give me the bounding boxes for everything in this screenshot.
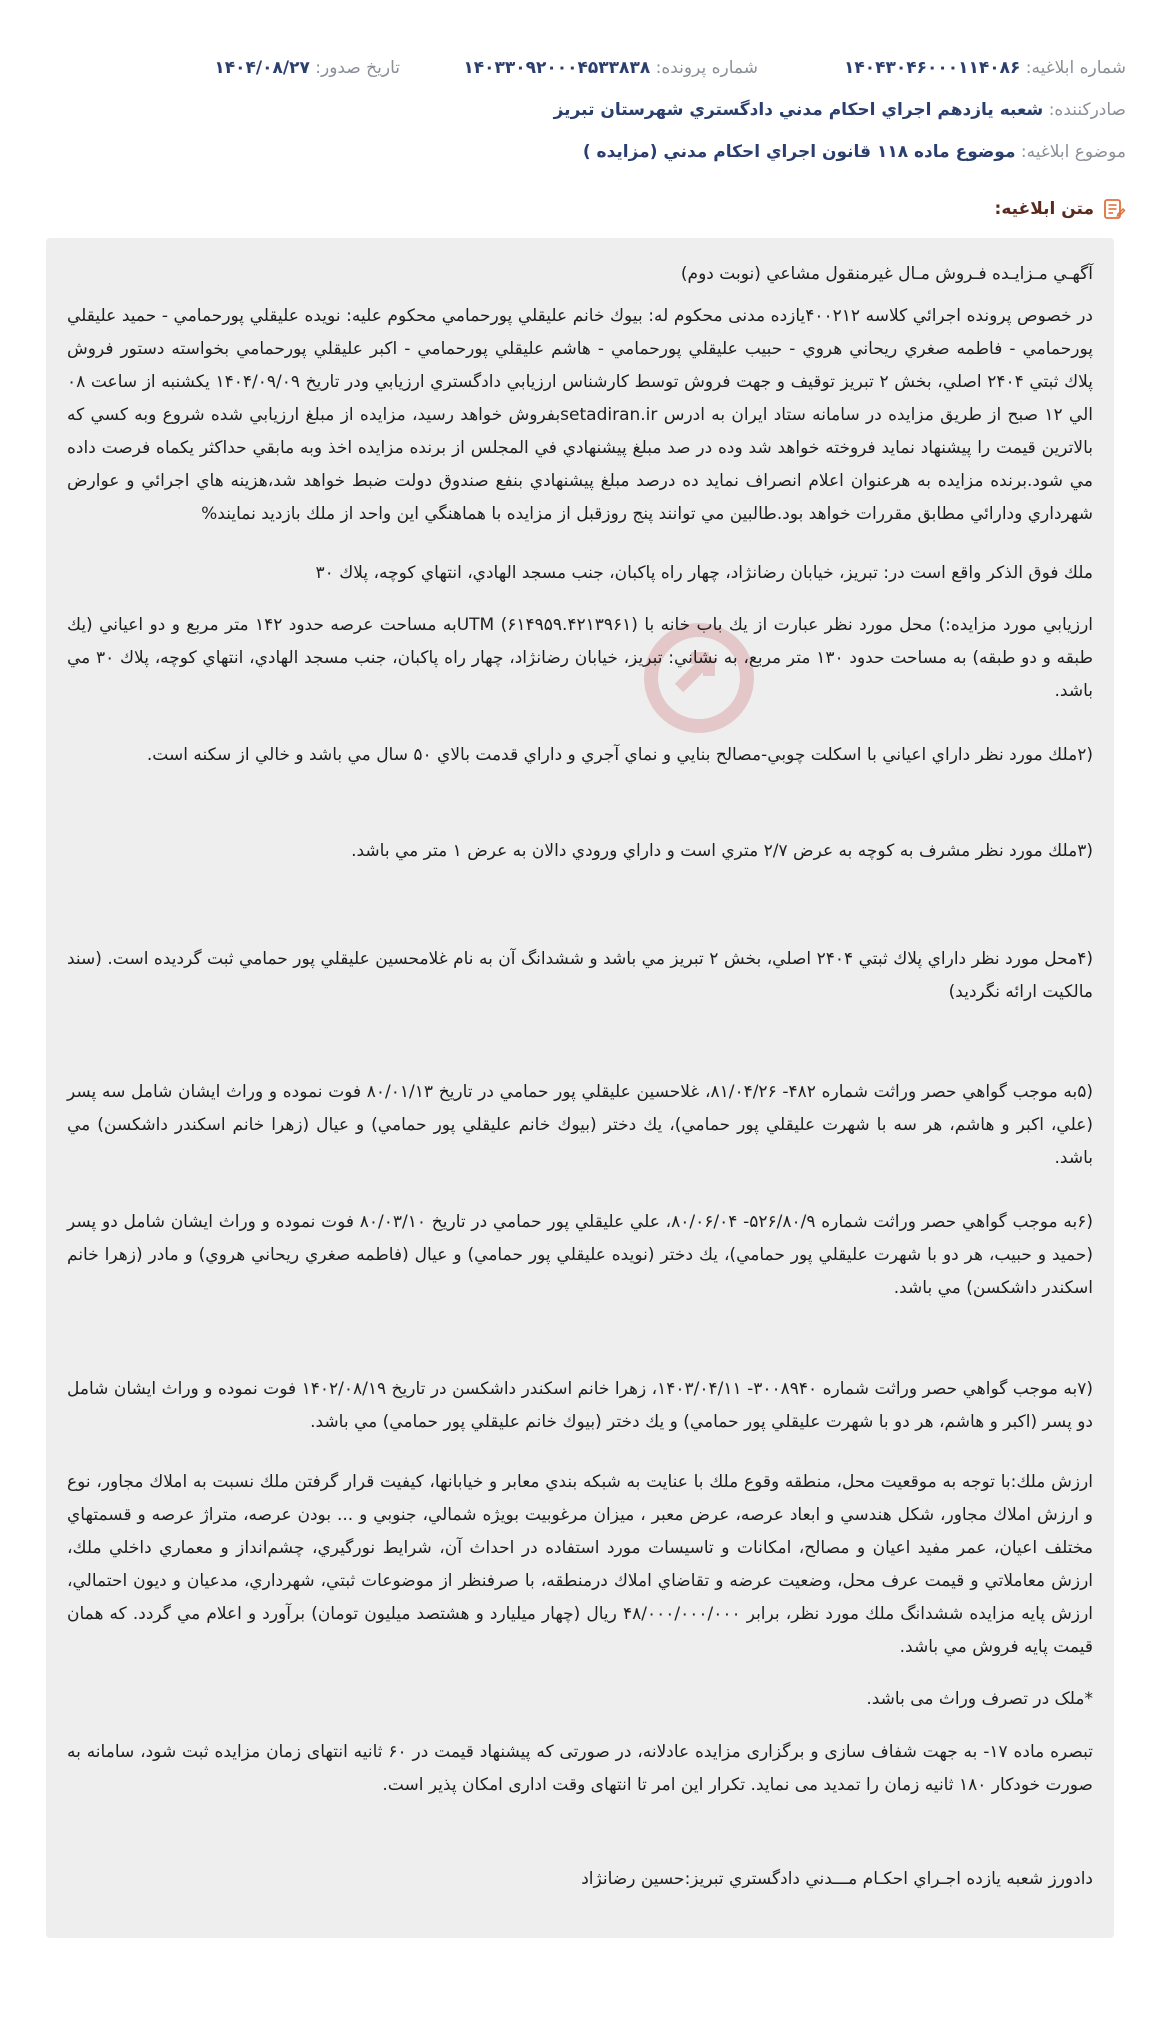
notice-number-value: ۱۴۰۴۳۰۴۶۰۰۰۱۱۴۰۸۶: [843, 58, 1021, 78]
case-number-field: [463, 56, 758, 80]
body-title-text: متن ابلاغيه:: [994, 199, 1094, 219]
notice-number-field: [844, 56, 1126, 80]
issuer-value: شعبه يازدهم اجراي احكام مدني دادگستري شهرستان تبريز: [553, 100, 1044, 120]
case-number-label: شماره پرونده:: [655, 58, 758, 78]
paragraph-item-7: (۷به موجب گواهي حصر وراثت شماره ۳۰۰۸۹۴۰- ۱۴۰۳/۰۴/۱۱، زهرا خانم اسكندر داشكسن در تاريخ ۱۴۰۲/۰۸/۱۹ فوت نموده و وراث ايشان شامل دو پسر (اكبر و هاشم، هر دو با شهرت عليقلي پور حمامي) و يك دختر (بيوك خانم عليقلي پور حمامي) مي باشد.: [67, 1379, 1093, 1432]
issue-date-label: تاريخ صدور:: [315, 58, 400, 78]
notice-heading: آگهـي مـزايـده فـروش مـال غيرمنقول مشاعي (نوبت دوم): [680, 264, 1093, 284]
issuer-row: [0, 98, 1174, 122]
paragraph-property-value: ارزش ملك:با توجه به موقعيت محل، منطقه وقوع ملك با عنايت به شبكه بندي معابر و خيابانها، كيفيت قرار گرفتن ملك نسبت به املاك مجاور، نوع و ارزش املاك مجاور، شكل هندسي و ابعاد عرصه، عرض معبر ، ميزان مرغوبيت بويژه شمالي، جنوبي و ... بودن عرصه، متراژ عرصه و قسمتهاي مختلف اعيان، عمر مفيد اعيان و مصالح، امكانات و تاسيسات مورد استفاده در احداث آن، شرايط نورگيري، چشم‌انداز و معماري داخلي ملك، ارزش معاملاتي و قيمت عرف محل، وضعيت عرضه و تقاضاي املاك درمنطقه، با صرفنظر از موضوعات ثبتي، شهرداري، مدعيان و ديون احتمالي، ارزش پايه مزايده ششدانگ ملك مورد نظر، برابر ۴۸/۰۰۰/۰۰۰/۰۰۰ ريال (چهار ميليارد و هشتصد ميليون تومان) برآورد و اعلام مي گردد. كه همان قيمت پايه فروش مي باشد.: [67, 1472, 1093, 1657]
document-icon: [1102, 197, 1126, 221]
notice-number-label: شماره ابلاغيه:: [1025, 58, 1126, 78]
paragraph-item-4: (۴محل مورد نظر داراي پلاك ثبتي ۲۴۰۴ اصلي، بخش ۲ تبريز مي باشد و ششدانگ آن به نام غلامحسين عليقلي پور حمامي ثبت گرديده است. (سند مالكيت ارائه نگرديد): [67, 949, 1093, 1002]
issuer-label: صادرکننده:: [1048, 100, 1126, 120]
body-title: [995, 197, 1126, 221]
paragraph-note-article-17: تبصره ماده ۱۷- به جهت شفاف سازی و برگزاری مزایده عادلانه، در صورتی که پیشنهاد قیمت در ۶۰ ثانیه انتهای زمان مزایده ثبت شود، سامانه به صورت خودکار ۱۸۰ ثانیه زمان را تمدید می نماید. تکرار این امر تا انتهای وقت اداری امکان پذیر است.: [67, 1742, 1094, 1795]
subject-label: موضوع ابلاغيه:: [1020, 142, 1126, 162]
paragraph-possession-note: *ملک در تصرف وراث می باشد.: [866, 1689, 1093, 1709]
paragraph-case-details: در خصوص پرونده اجرائي كلاسه ۴۰۰۲۱۲يازده مدنی محكوم له: بيوك خانم عليقلي پورحمامي محكوم عليه: نويده عليقلي پورحمامي - حميد عليقلي پورحمامي - فاطمه صغري ريحاني هروي - حبيب عليقلي پورحمامي - هاشم عليقلي پورحمامي - اكبر عليقلي پورحمامي بخواسته دستور فروش پلاك ثبتي ۲۴۰۴ اصلي، بخش ۲ تبريز توقيف و جهت فروش توسط كارشناس ارزيابي دادگستري ارزيابي ودر تاريخ ۱۴۰۴/۰۹/۰۹ يكشنبه از ساعت ۰۸ الي ۱۲ صبح از طريق مزايده در سامانه ستاد ايران به ادرس setadiran.irبفروش خواهد رسيد، مزايده از مبلغ ارزيابي شده شروع وبه كسي كه بالاترين قيمت را پيشنهاد نمايد فروخته خواهد شد وده در صد مبلغ پيشنهادي في المجلس از برنده مزايده اخذ وبه مابقي حداكثر يكماه فرصت داده مي شود.برنده مزايده به هرعنوان اعلام انصراف نمايد ده درصد مبلغ پيشنهادي بنفع صندوق دولت ضبط خواهد شد،هزينه هاي اجرائي و عوارض شهرداري ودارائي مطابق مقررات خواهد بود.طالبين مي توانند پنج روزقبل از مزايده با هماهنگي اين واحد از ملك بازديد نمايند%: [67, 306, 1094, 524]
subject-row: [0, 140, 1174, 164]
case-number-value: ۱۴۰۳۳۰۹۲۰۰۰۴۵۳۳۸۳۸: [463, 58, 651, 78]
paragraph-signature: دادورز شعبه يازده اجـراي احكـام مـــدني دادگستري تبريز:حسين رضانژاد: [581, 1869, 1093, 1889]
paragraph-item-2: (۲ملك مورد نظر داراي اعياني با اسكلت چوبي-مصالح بنايي و نماي آجري و داراي قدمت بالاي ۵۰ سال مي باشد و خالي از سكنه است.: [146, 745, 1093, 765]
issue-date-value: ۱۴۰۴/۰۸/۲۷: [214, 58, 310, 78]
subject-value: موضوع ماده ۱۱۸ قانون اجراي احكام مدني (مزايده ): [582, 142, 1016, 162]
paragraph-item-3: (۳ملك مورد نظر مشرف به كوچه به عرض ۲/۷ متري است و داراي ورودي دالان به عرض ۱ متر مي باشد.: [351, 841, 1093, 861]
notice-content-box: [46, 238, 1114, 1938]
issue-date-field: [214, 56, 400, 80]
paragraph-item-5: (۵به موجب گواهي حصر وراثت شماره ۴۸۲- ۸۱/۰۴/۲۶، غلاحسين عليقلي پور حمامي در تاريخ ۸۰/۰۱/۱۳ فوت نموده و وراث ايشان شامل سه پسر (علي، اكبر و هاشم، هر سه با شهرت عليقلي پور حمامي)، يك دختر (بيوك خانم عليقلي پور حمامي) و عيال (زهرا خانم اسكندر داشكسن) مي باشد.: [67, 1082, 1093, 1168]
paragraph-location: ملك فوق الذكر واقع است در: تبريز، خيابان رضانژاد، چهار راه پاكبان، جنب مسجد الهادي، انتهاي كوچه، پلاك ۳۰: [315, 563, 1093, 583]
paragraph-item-6: (۶به موجب گواهي حصر وراثت شماره ۵۲۶/۸۰/۹- ۸۰/۰۶/۰۴، علي عليقلي پور حمامي در تاريخ ۸۰/۰۳/۱۰ فوت نموده و وراث ايشان شامل دو پسر (حميد و حبيب، هر دو با شهرت عليقلي پور حمامي)، يك دختر (نويده عليقلي پور حمامي) و عيال (فاطمه صغري ريحاني هروي) و مادر (زهرا خانم اسكندر داشكسن) مي باشد.: [67, 1212, 1093, 1298]
paragraph-valuation: ارزيابي مورد مزايده:) محل مورد نظر عبارت از يك باب خانه با UTM (۶۱۴۹۵۹.۴۲۱۳۹۶۱)به مساحت عرصه حدود ۱۴۲ متر مربع و دو اعياني (يك طبقه و دو طبقه) به مساحت حدود ۱۳۰ متر مربع، به نشاني: تبريز، خيابان رضانژاد، چهار راه پاكبان، جنب مسجد الهادي، انتهاي كوچه، پلاك ۳۰ مي باشد.: [67, 615, 1093, 701]
